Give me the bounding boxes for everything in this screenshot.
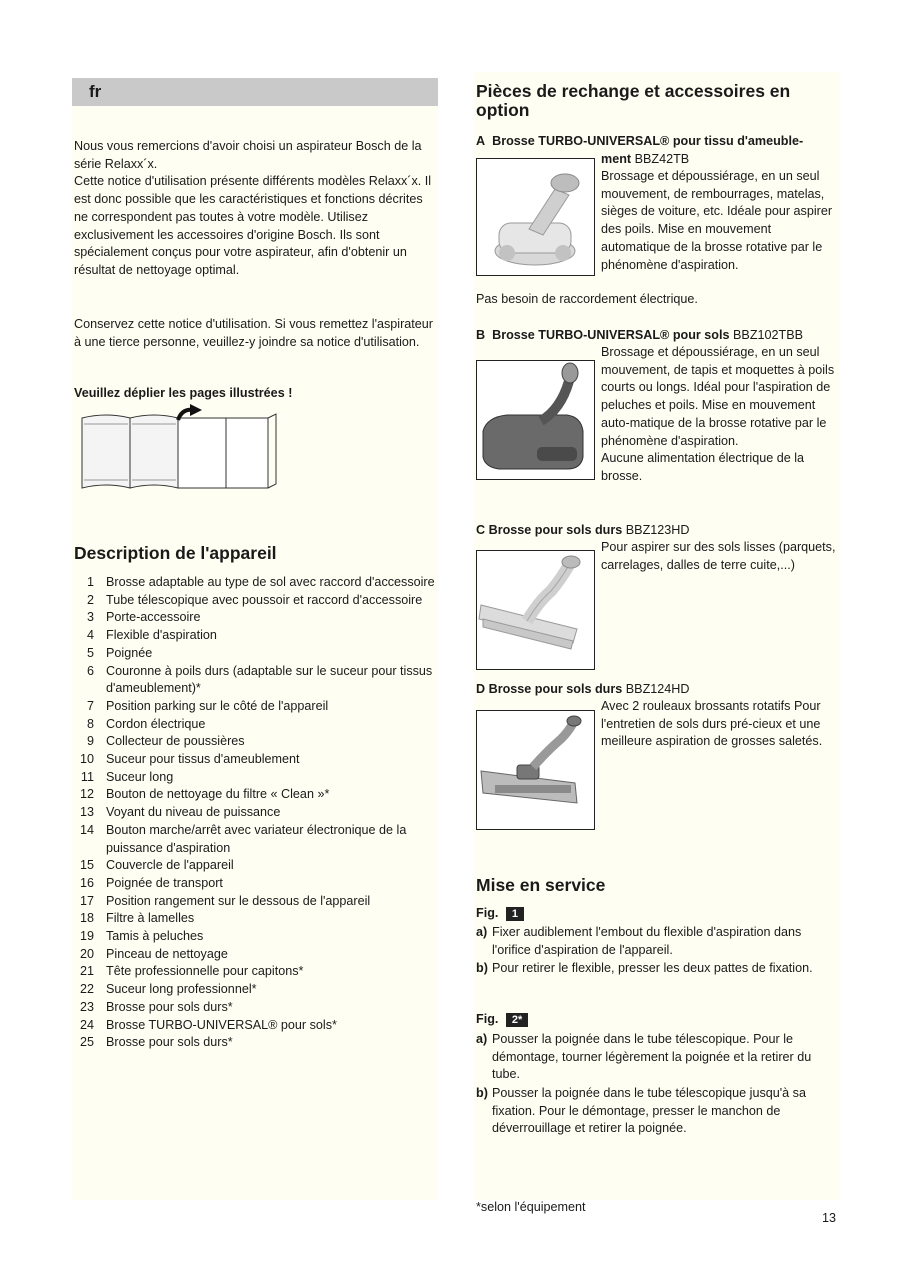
parts-item-text: Brosse adaptable au type de sol avec raccord d'accessoire — [106, 575, 435, 589]
parts-list-item — [74, 786, 438, 804]
parts-list — [74, 574, 438, 1052]
step-text: Pousser la poignée dans le tube télescopique. Pour le démontage, tourner légèrement la poignée et la retirer du tube. — [492, 1032, 812, 1082]
fig-1-badge: 1 — [506, 907, 524, 921]
parts-item-number: 16 — [79, 875, 94, 890]
fig-2-badge: 2* — [506, 1013, 528, 1027]
parts-item-text: Pinceau de nettoyage — [106, 946, 228, 961]
parts-list-item — [74, 804, 438, 822]
fig-1-step-a — [476, 924, 838, 959]
parts-item-text: Bouton de nettoyage du filtre « Clean »* — [106, 787, 330, 802]
accessory-a-title — [476, 133, 838, 151]
service-title: Mise en service — [476, 875, 606, 895]
accessory-a-title-cont — [601, 151, 689, 169]
keep-paragraph: Conservez cette notice d'utilisation. Si vous remettez l'aspirateur à une tierce personne, veuillez-y joindre sa notice d'utilisation. — [74, 317, 434, 349]
parts-item-number: 7 — [86, 698, 94, 713]
intro-paragraph: Nous vous remercions d'avoir choisi un aspirateur Bosch de la série Relaxx´x. Cette notice d'utilisation présente différents modèles Relaxx´x. Il est donc possible que les caractéristiques et fonctions décrites ne correspondent pas toutes à votre modèle. Utilisez exclusivement les accessoires d'origine Bosch. Ils sont spécialement conçus pour votre aspirateur, afin d'obtenir un résultat de nettoyage optimal. — [74, 139, 432, 277]
parts-item-number: 17 — [79, 893, 94, 908]
parts-list-item — [74, 981, 438, 999]
accessory-a-image — [476, 158, 595, 276]
step-letter: b) — [476, 961, 488, 975]
accessory-c-letter: C — [476, 523, 486, 537]
step-text: Pour retirer le flexible, presser les deux pattes de fixation. — [492, 961, 813, 975]
accessory-c-description: Pour aspirer sur des sols lisses (parquets, carrelages, dalles de terre cuite,...) — [601, 540, 836, 572]
parts-item-text: Tamis à peluches — [106, 929, 204, 944]
parts-list-item — [74, 928, 438, 946]
parts-item-text: Couvercle de l'appareil — [106, 858, 234, 873]
parts-item-number: 20 — [79, 946, 94, 961]
parts-list-item — [74, 1017, 438, 1035]
accessory-c-image — [476, 550, 595, 670]
parts-list-item — [74, 751, 438, 769]
parts-item-number: 1 — [86, 575, 94, 589]
accessory-b-letter: B — [476, 328, 486, 342]
unfold-pages-illustration — [80, 404, 280, 490]
footnote: *selon l'équipement — [476, 1200, 586, 1214]
accessory-d-code: BBZ124HD — [625, 682, 690, 696]
step-letter: a) — [476, 925, 488, 939]
accessory-d-letter: D — [476, 682, 486, 696]
fig-2-step-b — [476, 1085, 838, 1138]
parts-list-item — [74, 963, 438, 981]
parts-list-item — [74, 769, 438, 787]
parts-item-text: Poignée de transport — [106, 875, 223, 890]
left-column — [72, 78, 438, 1200]
step-text: Fixer audiblement l'embout du flexible d'aspiration dans l'orifice d'aspiration de l'appareil. — [492, 925, 802, 957]
accessory-d-description: Avec 2 rouleaux brossants rotatifs Pour l'entretien de sols durs pré-cieux et une meilleure aspiration de grosses saletés. — [601, 699, 823, 749]
accessory-b-code: BBZ102TBB — [733, 328, 804, 342]
parts-item-number: 21 — [79, 964, 94, 979]
accessories-title: Pièces de rechange et accessoires en option — [476, 81, 791, 120]
parts-item-number: 13 — [79, 805, 94, 820]
parts-item-text: Tube télescopique avec poussoir et raccord d'accessoire — [106, 592, 423, 607]
parts-item-text: Flexible d'aspiration — [106, 628, 217, 643]
parts-item-number: 23 — [79, 999, 94, 1014]
parts-item-number: 24 — [79, 1017, 94, 1032]
parts-list-item — [74, 663, 438, 698]
parts-item-text: Brosse pour sols durs* — [106, 1035, 233, 1050]
parts-item-text: Voyant du niveau de puissance — [106, 805, 281, 820]
parts-list-item — [74, 698, 438, 716]
page-number: 13 — [822, 1211, 837, 1225]
upholstery-turbo-brush-icon — [477, 159, 594, 275]
accessory-a-description: Brossage et dépoussiérage, en un seul mouvement, de rembourrages, matelas, sièges de voiture, etc. Idéale pour aspirer des poils. Mise en mouvement automatique de la brosse rotative par le phénomène d'aspiration. — [601, 169, 833, 272]
accessory-d-name: Brosse pour sols durs — [488, 682, 623, 696]
parts-item-text: Position parking sur le côté de l'appareil — [106, 698, 329, 713]
parts-list-item — [74, 946, 438, 964]
parts-item-text: Suceur long — [106, 769, 174, 784]
accessory-a-letter: A — [476, 134, 486, 148]
parts-item-text: Collecteur de poussières — [106, 734, 245, 749]
accessory-a-name: Brosse TURBO-UNIVERSAL® pour tissu d'ameuble- — [492, 134, 804, 148]
hard-floor-brush-icon — [477, 551, 594, 669]
unfold-instruction: Veuillez déplier les pages illustrées ! — [74, 386, 293, 400]
parts-item-number: 11 — [80, 769, 94, 784]
floor-turbo-brush-icon — [477, 361, 594, 479]
accessory-b-title — [476, 327, 838, 345]
parts-item-text: Tête professionnelle pour capitons* — [106, 964, 304, 979]
parts-item-number: 12 — [79, 787, 94, 802]
description-title: Description de l'appareil — [74, 543, 277, 563]
parts-item-text: Brosse pour sols durs* — [106, 999, 233, 1014]
parts-item-number: 9 — [86, 734, 94, 749]
parts-item-text: Position rangement sur le dessous de l'appareil — [106, 893, 371, 908]
step-letter: a) — [476, 1032, 488, 1046]
step-letter: b) — [476, 1086, 488, 1100]
accessory-d-title — [476, 681, 838, 699]
parts-item-number: 19 — [79, 929, 94, 944]
language-bar — [72, 78, 438, 106]
parts-list-item — [74, 574, 438, 592]
fig-1-label — [476, 906, 524, 921]
parts-item-number: 2 — [86, 592, 94, 607]
parts-item-number: 6 — [86, 663, 94, 678]
accessory-a-code: BBZ42TB — [634, 152, 690, 166]
language-code: fr — [89, 82, 102, 101]
parts-list-item — [74, 716, 438, 734]
parts-item-text: Couronne à poils durs (adaptable sur le suceur pour tissus d'ameublement)* — [106, 663, 433, 696]
parts-item-number: 8 — [86, 716, 94, 731]
accessory-b-description: Brossage et dépoussiérage, en un seul mouvement, de tapis et moquettes à poils courts ou longs. Idéal pour l'aspiration de peluches et poils. Mise en mouvement auto-matique de la brosse rotative par le phénomène d'aspiration. Aucune alimentation électrique de la brosse. — [601, 345, 835, 483]
parts-item-number: 25 — [79, 1035, 94, 1050]
parts-list-item — [74, 857, 438, 875]
parts-item-number: 22 — [79, 982, 94, 997]
parts-item-text: Porte-accessoire — [106, 610, 201, 625]
accessory-d-image — [476, 710, 595, 830]
parts-list-item — [74, 893, 438, 911]
parts-item-text: Cordon électrique — [106, 716, 206, 731]
parts-item-number: 4 — [86, 628, 94, 643]
fig-1-label-text: Fig. — [476, 906, 499, 920]
parts-item-text: Poignée — [106, 645, 153, 660]
parts-item-number: 15 — [79, 858, 94, 873]
rotating-roller-brush-icon — [477, 711, 594, 829]
parts-list-item — [74, 627, 438, 645]
parts-list-item — [74, 645, 438, 663]
parts-list-item — [74, 822, 438, 857]
parts-item-number: 10 — [79, 752, 94, 767]
parts-list-item — [74, 999, 438, 1017]
accessory-a-name-line2: ment — [601, 152, 632, 166]
right-column — [474, 72, 840, 1200]
accessory-b-image — [476, 360, 595, 480]
parts-item-text: Suceur long professionnel* — [106, 982, 257, 997]
parts-item-text: Filtre à lamelles — [106, 911, 195, 926]
parts-item-text: Bouton marche/arrêt avec variateur électronique de la puissance d'aspiration — [106, 822, 407, 855]
fig-1-step-b — [476, 960, 838, 978]
parts-item-number: 14 — [79, 822, 94, 837]
parts-item-number: 18 — [79, 911, 94, 926]
parts-item-text: Brosse TURBO-UNIVERSAL® pour sols* — [106, 1017, 337, 1032]
parts-item-number: 5 — [86, 645, 94, 660]
fig-2-step-a — [476, 1031, 838, 1084]
parts-list-item — [74, 1034, 438, 1052]
parts-list-item — [74, 592, 438, 610]
parts-list-item — [74, 910, 438, 928]
parts-item-number: 3 — [86, 610, 94, 625]
step-text: Pousser la poignée dans le tube télescopique jusqu'à sa fixation. Pour le démontage, presser le manchon de déverrouillage et retirer la poignée. — [492, 1086, 806, 1136]
parts-list-item — [74, 609, 438, 627]
accessory-c-title — [476, 522, 838, 540]
parts-item-text: Suceur pour tissus d'ameublement — [106, 752, 300, 767]
accessory-a-note: Pas besoin de raccordement électrique. — [476, 292, 698, 306]
accessory-b-name: Brosse TURBO-UNIVERSAL® pour sols — [492, 328, 730, 342]
fig-2-label — [476, 1012, 528, 1027]
accessory-c-name: Brosse pour sols durs — [488, 523, 623, 537]
fig-2-label-text: Fig. — [476, 1012, 499, 1026]
accessory-c-code: BBZ123HD — [625, 523, 690, 537]
parts-list-item — [74, 875, 438, 893]
parts-list-item — [74, 733, 438, 751]
